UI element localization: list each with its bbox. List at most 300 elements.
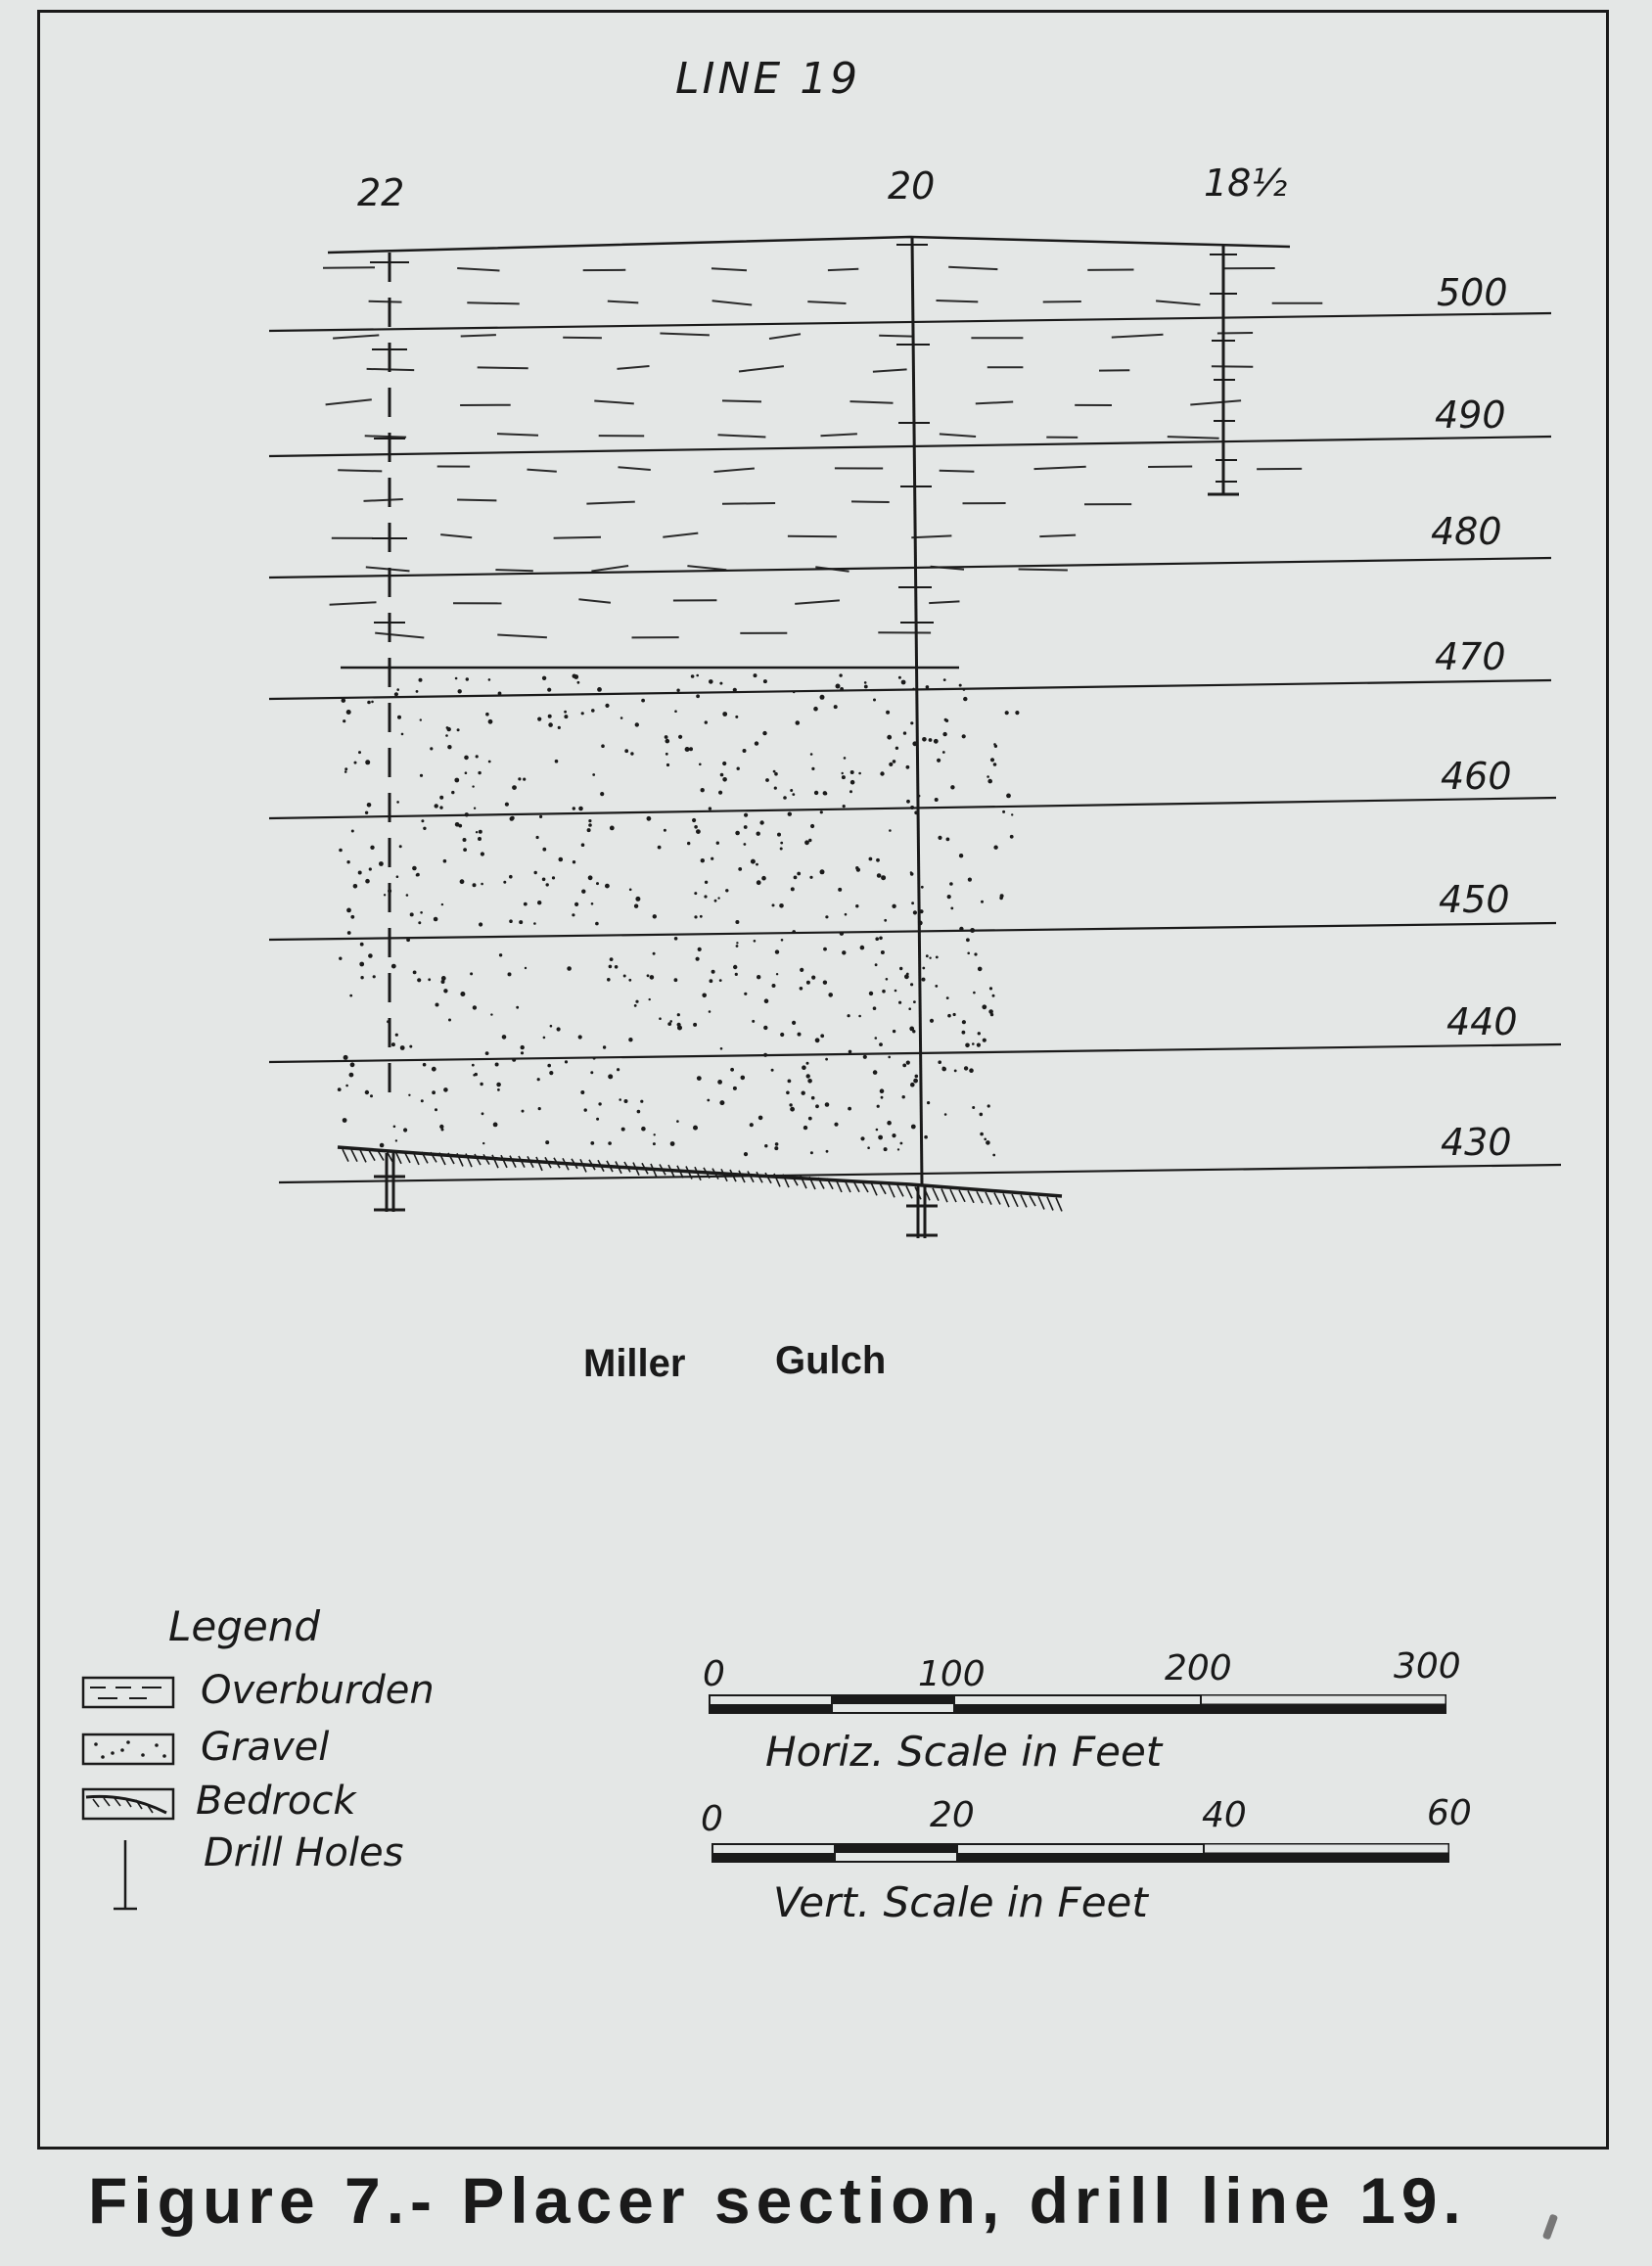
- gravel-dot: [973, 992, 976, 994]
- overburden-dash: [929, 601, 959, 603]
- overburden-dash: [788, 536, 837, 537]
- overburden-dash: [618, 366, 650, 369]
- gravel-dot: [518, 777, 521, 780]
- gravel-dot: [808, 1117, 812, 1121]
- bedrock-hatch-mark: [986, 1192, 991, 1205]
- gravel-dot: [565, 1060, 568, 1063]
- bedrock-hatch-mark: [977, 1191, 983, 1203]
- gravel-dot: [635, 1000, 638, 1003]
- gravel-dot: [967, 952, 970, 955]
- gravel-dot: [488, 761, 491, 763]
- gravel-dot: [807, 1079, 812, 1084]
- gravel-dot: [623, 975, 626, 978]
- gravel-dot: [930, 1019, 934, 1023]
- gravel-dot: [887, 1121, 892, 1126]
- gravel-dot: [676, 1120, 679, 1123]
- gravel-dot: [567, 966, 572, 971]
- overburden-dash: [619, 467, 651, 470]
- gravel-dot: [555, 760, 559, 763]
- gravel-dot: [674, 710, 677, 713]
- gravel-dot: [410, 912, 414, 916]
- gravel-dot: [406, 894, 409, 897]
- gravel-dot: [949, 882, 953, 886]
- gravel-dot: [762, 731, 766, 735]
- gravel-dot: [665, 735, 668, 739]
- gravel-dot: [588, 819, 591, 822]
- elevation-label-440: 440: [1446, 1000, 1518, 1043]
- overburden-dash: [807, 301, 846, 303]
- gravel-dot: [936, 956, 939, 959]
- gravel-dot: [954, 1070, 957, 1073]
- gravel-dot: [423, 827, 426, 830]
- gravel-dot: [391, 1042, 395, 1046]
- gravel-dot: [926, 954, 929, 957]
- gravel-dot: [665, 753, 668, 756]
- gravel-dot: [707, 1099, 710, 1102]
- gravel-dot: [693, 1126, 698, 1131]
- gravel-dot: [880, 1088, 885, 1093]
- gravel-dot: [367, 701, 371, 705]
- gravel-dot: [488, 678, 491, 681]
- gravel-dot: [981, 901, 984, 903]
- gravel-dot: [479, 830, 482, 834]
- overburden-dash: [1212, 366, 1253, 367]
- gravel-dot: [913, 1079, 918, 1084]
- bedrock-surface: [338, 1147, 1062, 1196]
- bedrock-hatch-mark: [994, 1193, 1000, 1205]
- bedrock-hatch-mark: [1012, 1194, 1018, 1207]
- gravel-dot: [929, 738, 933, 742]
- gravel-dot: [965, 1043, 970, 1048]
- overburden-dash: [948, 267, 997, 269]
- gravel-dot: [493, 1123, 498, 1128]
- gravel-dot: [447, 745, 451, 749]
- gravel-dot: [432, 1090, 436, 1094]
- gravel-dot: [670, 1141, 675, 1146]
- gravel-dot: [744, 825, 748, 829]
- gravel-dot: [628, 979, 631, 982]
- vertical-scale-label: Vert. Scale in Feet: [773, 1878, 1148, 1926]
- gravel-dot: [608, 1141, 612, 1145]
- gravel-dot: [647, 816, 652, 821]
- gravel-dot: [705, 720, 708, 723]
- bedrock-hatch-mark: [351, 1150, 357, 1162]
- drill-hole-label-18-half: 18½: [1204, 162, 1288, 205]
- gravel-dot: [607, 978, 611, 982]
- gravel-dot: [717, 897, 719, 899]
- overburden-dash: [940, 434, 976, 437]
- overburden-dash: [591, 566, 628, 572]
- gravel-dot: [365, 811, 368, 814]
- gravel-dot: [848, 1014, 850, 1017]
- gravel-dot: [913, 910, 917, 914]
- elevation-label-430: 430: [1441, 1121, 1512, 1164]
- overburden-dash: [663, 533, 698, 537]
- gravel-dot: [547, 688, 551, 692]
- gravel-dot: [849, 1050, 852, 1054]
- overburden-dash: [608, 301, 639, 303]
- overburden-dash: [1019, 570, 1068, 571]
- gravel-dot: [938, 1060, 941, 1064]
- gravel-dot: [825, 915, 828, 918]
- gravel-dot: [502, 1035, 507, 1040]
- gravel-dot: [590, 1071, 593, 1074]
- legend-label-overburden: Overburden: [201, 1668, 435, 1713]
- gravel-dot: [339, 957, 342, 960]
- gravel-dot: [722, 777, 727, 782]
- gravel-dot: [634, 1004, 637, 1007]
- gravel-dot: [836, 684, 841, 689]
- gravel-dot: [495, 1063, 499, 1067]
- gravel-dot: [349, 994, 352, 997]
- gravel-dot: [538, 1107, 541, 1110]
- bedrock-hatch-mark: [1021, 1195, 1027, 1208]
- gravel-dot: [621, 1128, 625, 1132]
- gravel-dot: [371, 701, 374, 704]
- gravel-dot: [344, 770, 347, 773]
- gravel-dot: [921, 886, 924, 889]
- gravel-dot: [537, 717, 541, 721]
- gravel-dot: [694, 892, 697, 895]
- gravel-dot: [347, 931, 351, 935]
- gravel-dot: [735, 920, 739, 924]
- gravel-dot: [990, 1013, 993, 1016]
- gravel-dot: [346, 710, 351, 715]
- gravel-dot: [922, 737, 927, 742]
- gravel-dot: [401, 733, 404, 736]
- gravel-dot: [590, 1141, 594, 1145]
- gravel-dot: [696, 829, 701, 834]
- gravel-dot: [412, 866, 417, 871]
- bedrock-hatch-mark: [1047, 1197, 1053, 1211]
- gravel-dot: [910, 721, 913, 724]
- gravel-dot: [790, 789, 793, 792]
- gravel-dot: [935, 798, 939, 802]
- gravel-dot: [858, 1015, 861, 1018]
- gravel-dot: [573, 807, 575, 809]
- gravel-dot: [735, 973, 738, 976]
- elevation-line-6: [269, 1044, 1561, 1062]
- gravel-dot: [416, 690, 419, 693]
- gravel-dot: [349, 1073, 354, 1078]
- gravel-dot: [597, 687, 602, 692]
- gravel-dot: [617, 1068, 620, 1071]
- gravel-dot: [595, 922, 599, 926]
- bedrock-hatch-mark: [501, 1155, 507, 1168]
- bedrock-hatch-mark: [1038, 1196, 1044, 1209]
- gravel-dot: [596, 1118, 599, 1121]
- gravel-dot: [521, 1045, 525, 1049]
- gravel-dot: [350, 1062, 355, 1067]
- gravel-dot: [472, 1064, 475, 1067]
- bedrock-hatch-mark: [1003, 1193, 1009, 1207]
- gravel-dot: [929, 957, 931, 959]
- gravel-dot: [689, 747, 693, 751]
- gravel-dot: [886, 978, 889, 981]
- gravel-dot: [898, 1001, 901, 1004]
- gravel-dot: [559, 857, 564, 862]
- gravel-dot: [423, 1063, 427, 1067]
- gravel-swatch-icon: [83, 1734, 173, 1764]
- overburden-dash: [795, 600, 840, 604]
- gravel-dot: [367, 803, 372, 808]
- gravel-dot: [978, 1032, 981, 1035]
- gravel-dot: [481, 852, 484, 856]
- gravel-dot: [358, 871, 362, 875]
- overburden-dash: [722, 400, 761, 401]
- gravel-dot: [343, 719, 345, 722]
- gravel-dot: [687, 842, 690, 845]
- gravel-dot: [788, 1080, 792, 1084]
- overburden-dash: [594, 401, 634, 404]
- gravel-dot: [781, 939, 784, 942]
- gravel-dot: [986, 1140, 990, 1145]
- horizontal-scale-tick-0: 0: [703, 1654, 725, 1694]
- gravel-dot: [509, 875, 513, 879]
- gravel-dot: [820, 695, 825, 700]
- gravel-dot: [899, 967, 902, 970]
- gravel-dot: [702, 994, 707, 998]
- gravel-dot: [578, 1035, 582, 1039]
- overburden-dash: [478, 367, 528, 368]
- gravel-dot: [902, 1064, 906, 1068]
- gravel-dot: [754, 940, 757, 943]
- gravel-dot: [628, 1038, 632, 1041]
- gravel-dot: [873, 1070, 878, 1075]
- gravel-dot: [523, 778, 526, 781]
- overburden-dash: [440, 534, 472, 537]
- gravel-dot: [709, 679, 713, 684]
- gravel-dot: [944, 718, 947, 721]
- location-label-gulch: Gulch: [775, 1339, 887, 1382]
- gravel-dot: [860, 946, 865, 950]
- gravel-dot: [802, 1091, 805, 1095]
- elevation-label-460: 460: [1441, 755, 1512, 798]
- gravel-dot: [813, 707, 818, 712]
- gravel-dot: [803, 1126, 807, 1130]
- overburden-dash: [718, 435, 766, 437]
- gravel-dot: [864, 681, 867, 684]
- gravel-dot: [902, 1095, 905, 1098]
- gravel-dot: [774, 1146, 778, 1150]
- gravel-dot: [1002, 810, 1005, 813]
- bedrock-hatch-mark: [492, 1155, 498, 1168]
- overburden-dash: [976, 402, 1013, 404]
- gravel-dot: [697, 1076, 702, 1081]
- gravel-dot: [474, 808, 476, 809]
- gravel-dot: [806, 981, 810, 985]
- gravel-dot: [508, 972, 512, 976]
- gravel-dot: [428, 978, 431, 981]
- gravel-dot: [974, 952, 977, 955]
- overburden-dash: [578, 599, 611, 602]
- overburden-dash: [739, 366, 784, 371]
- gravel-dot: [700, 915, 703, 918]
- gravel-dot: [869, 992, 873, 995]
- gravel-dot: [839, 673, 842, 676]
- gravel-dot: [992, 994, 995, 997]
- gravel-dot: [416, 874, 419, 877]
- gravel-dot: [910, 872, 914, 876]
- gravel-dot: [780, 1033, 784, 1037]
- gravel-dot: [863, 1055, 867, 1059]
- elevation-line-3: [269, 680, 1551, 699]
- bedrock-hatch-mark: [1030, 1195, 1035, 1206]
- gravel-dot: [581, 843, 585, 847]
- gravel-dot: [750, 1123, 754, 1127]
- overburden-dash: [828, 269, 858, 270]
- gravel-dot: [545, 1140, 549, 1144]
- gravel-dot: [720, 1047, 723, 1050]
- gravel-dot: [574, 902, 578, 906]
- gravel-dot: [934, 739, 939, 744]
- gravel-dot: [677, 1013, 680, 1016]
- gravel-dot: [962, 734, 966, 738]
- gravel-dot: [581, 712, 584, 715]
- bedrock-hatch-mark: [1056, 1198, 1062, 1212]
- gravel-dot: [735, 831, 740, 836]
- gravel-dot: [417, 978, 421, 982]
- gravel-dot: [548, 722, 553, 727]
- gravel-dot: [512, 785, 517, 790]
- horizontal-scale-bar: [703, 1646, 1461, 1776]
- gravel-dot: [757, 880, 761, 885]
- gravel-dot: [815, 1104, 819, 1108]
- overburden-dash: [338, 470, 382, 471]
- gravel-dot: [911, 902, 914, 904]
- drill-hole-symbol-icon: [114, 1840, 137, 1909]
- gravel-dot: [584, 1108, 587, 1111]
- gravel-dot: [888, 1056, 891, 1059]
- gravel-dot: [446, 726, 449, 729]
- gravel-dot: [338, 1087, 342, 1091]
- gravel-dot: [720, 773, 724, 777]
- gravel-dot: [826, 1150, 829, 1153]
- gravel-dot: [519, 920, 523, 924]
- gravel-dot: [881, 950, 885, 954]
- gravel-dot: [756, 863, 758, 866]
- gravel-dot: [434, 917, 438, 922]
- gravel-dot: [458, 689, 462, 693]
- gravel-dot: [792, 1021, 796, 1025]
- gravel-dot: [993, 763, 997, 766]
- gravel-dot: [881, 1096, 884, 1099]
- overburden-dash: [940, 471, 975, 472]
- gravel-dot: [875, 1037, 878, 1040]
- gravel-dot: [488, 719, 493, 724]
- gravel-dot: [775, 949, 779, 953]
- gravel-dot: [848, 1107, 851, 1111]
- gravel-dot: [635, 897, 640, 902]
- gravel-dot: [718, 791, 722, 795]
- bedrock-hatch-mark: [889, 1184, 895, 1197]
- gravel-dot: [365, 879, 370, 884]
- gravel-dot: [619, 1098, 621, 1101]
- gravel-dot: [842, 772, 844, 774]
- gravel-dot: [624, 1099, 628, 1103]
- gravel-dot: [983, 1039, 987, 1042]
- legend-label-drill-holes: Drill Holes: [204, 1830, 404, 1875]
- gravel-dot: [653, 952, 656, 955]
- gravel-dot: [635, 722, 639, 726]
- gravel-dot: [478, 771, 481, 774]
- gravel-dot: [472, 785, 474, 787]
- gravel-dot: [946, 996, 949, 999]
- gravel-dot: [408, 1094, 410, 1096]
- gravel-dot: [774, 772, 778, 776]
- gravel-dot: [698, 948, 702, 951]
- gravel-dot: [384, 894, 386, 896]
- overburden-dash: [1039, 535, 1076, 537]
- gravel-dot: [649, 998, 651, 1000]
- gravel-dot: [820, 1034, 824, 1038]
- gravel-dot: [637, 1110, 641, 1114]
- gravel-dot: [653, 914, 657, 918]
- bedrock-hatch-mark: [360, 1150, 366, 1163]
- bedrock-hatch-mark: [933, 1188, 939, 1201]
- overburden-dash: [330, 602, 377, 604]
- gravel-dot: [534, 871, 537, 874]
- gravel-dot: [775, 1142, 779, 1146]
- gravel-dot: [463, 838, 467, 842]
- gravel-dot: [369, 867, 372, 870]
- legend: [83, 1602, 435, 1909]
- gravel-dot: [359, 962, 364, 967]
- gravel-dot: [557, 1027, 561, 1031]
- gravel-dot: [490, 1013, 492, 1015]
- vertical-scale-tick-0: 0: [701, 1799, 723, 1839]
- gravel-dot: [911, 1125, 916, 1130]
- drill-hole-label-20: 20: [888, 164, 936, 208]
- elevation-label-490: 490: [1435, 393, 1506, 437]
- gravel-dot: [741, 1076, 746, 1081]
- gravel-dot: [915, 1075, 919, 1079]
- gravel-dot: [624, 749, 628, 753]
- gravel-dot: [629, 889, 632, 892]
- gravel-dot: [516, 1006, 519, 1009]
- gravel-dot: [466, 677, 469, 680]
- gravel-dot: [550, 1025, 553, 1028]
- gravel-dot: [543, 1037, 546, 1040]
- gravel-dot: [441, 980, 445, 984]
- gravel-dot: [901, 680, 906, 685]
- gravel-dot: [771, 1069, 774, 1072]
- overburden-dash: [364, 499, 403, 501]
- bedrock-hatch-mark: [343, 1149, 348, 1161]
- overburden-dash: [722, 503, 775, 504]
- gravel-dot: [420, 911, 423, 914]
- elevation-line-2: [269, 558, 1551, 578]
- gravel-dot: [564, 711, 567, 714]
- overburden-dash: [375, 633, 424, 638]
- gravel-dot: [722, 762, 726, 765]
- gravel-dot: [736, 945, 739, 948]
- gravel-dot: [886, 711, 890, 715]
- gravel-dot: [779, 903, 784, 908]
- gravel-dot: [339, 849, 343, 853]
- gravel-dot: [577, 681, 580, 684]
- gravel-dot: [875, 937, 879, 941]
- gravel-dot: [605, 704, 609, 708]
- overburden-dash: [1190, 400, 1241, 404]
- gravel-dot: [548, 715, 552, 718]
- gravel-dot: [806, 1074, 810, 1078]
- bedrock-hatch-mark: [941, 1189, 947, 1203]
- gravel-dot: [674, 937, 678, 941]
- gravel-dot: [664, 829, 666, 832]
- gravel-dot: [572, 913, 574, 916]
- gravel-dot: [987, 1104, 990, 1107]
